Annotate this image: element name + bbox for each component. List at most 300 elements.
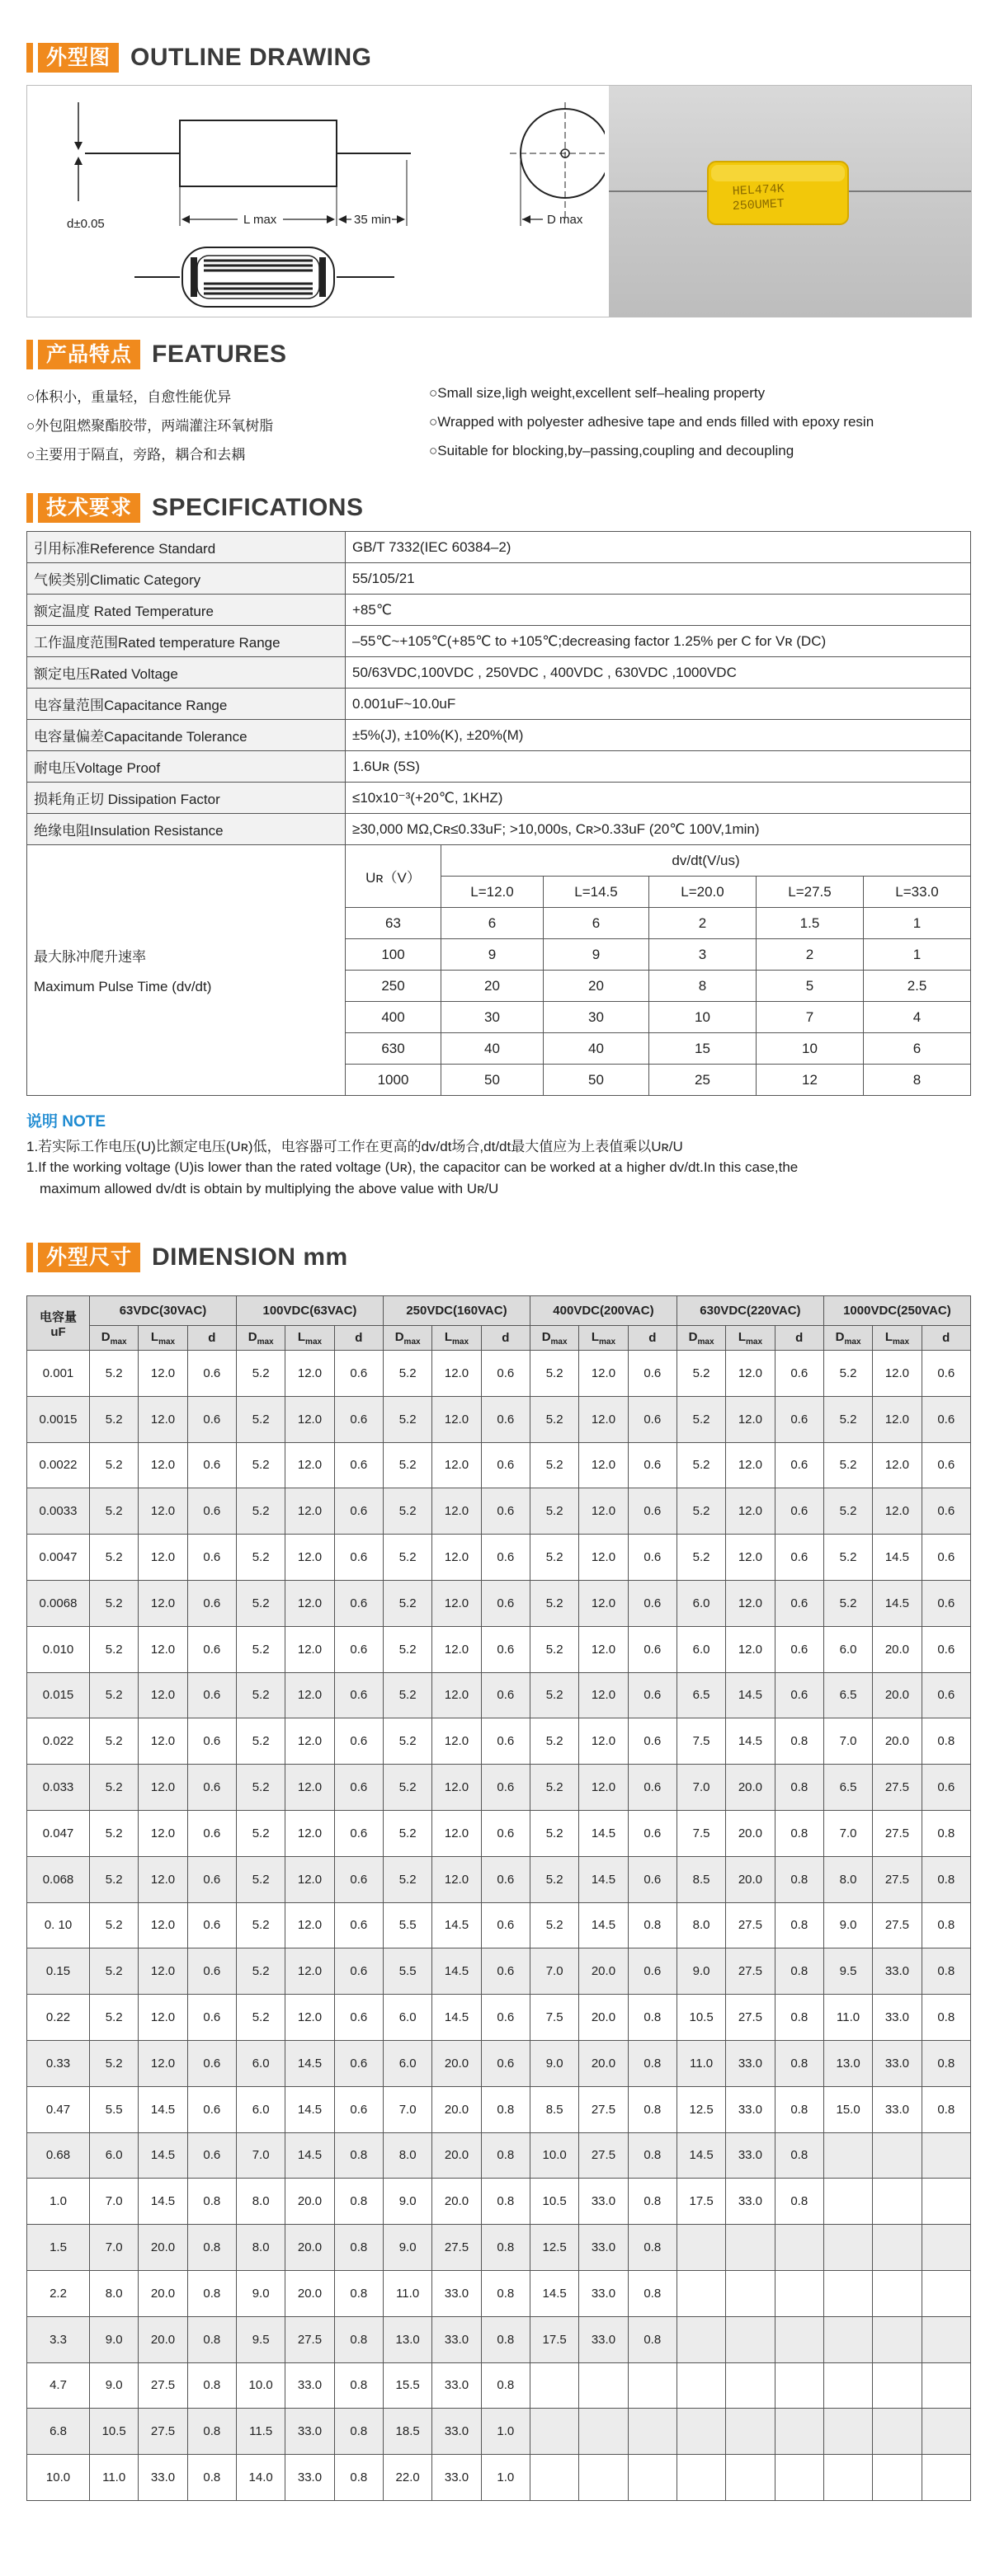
dimension-value-cell: 5.2: [90, 1765, 139, 1811]
voltage-group-header: 630VDC(220VAC): [676, 1296, 823, 1326]
dimension-value-cell: [823, 2316, 872, 2362]
dimension-row: [27, 2225, 971, 2271]
dimension-value-cell: 14.5: [139, 2086, 187, 2132]
lead-d-subheader: d: [922, 1326, 970, 1351]
length-header: L=27.5: [757, 877, 864, 908]
length-header: L=33.0: [864, 877, 971, 908]
dimension-value-cell: 0.6: [334, 1535, 383, 1581]
dimension-value-cell: [628, 2455, 676, 2501]
capacitance-cell: 2.2: [27, 2270, 90, 2316]
dimension-value-cell: 12.5: [676, 2086, 725, 2132]
dimension-value-cell: 0.6: [187, 1535, 236, 1581]
ur-value: 1000: [346, 1065, 441, 1096]
dimension-value-cell: 5.5: [383, 1902, 431, 1948]
dimension-value-cell: 11.0: [90, 2455, 139, 2501]
dimension-value-cell: 0.6: [187, 1765, 236, 1811]
dimension-value-cell: 0.6: [187, 2040, 236, 2086]
dimension-value-cell: [823, 2132, 872, 2179]
dimension-value-cell: 0.8: [334, 2455, 383, 2501]
pulse-label-cell: [27, 845, 346, 1096]
dimension-value-cell: 12.0: [432, 1765, 481, 1811]
photo-label-line2: 250UMET: [732, 196, 785, 214]
dimension-value-cell: 12.0: [726, 1626, 775, 1672]
dimension-title-cn: 外型尺寸: [38, 1243, 140, 1272]
dimension-value-cell: 0.8: [922, 1948, 970, 1995]
dmax-subheader: $D_{max}$: [90, 1326, 139, 1351]
capacitance-cell: 0.22: [27, 1995, 90, 2041]
dimension-value-cell: 0.8: [628, 2086, 676, 2132]
dimension-value-cell: [676, 2225, 725, 2271]
dimension-value-cell: 0.6: [334, 1856, 383, 1902]
dimension-value-cell: 5.2: [90, 1718, 139, 1765]
dimension-value-cell: 0.6: [187, 1488, 236, 1535]
dimension-value-cell: 9.0: [236, 2270, 285, 2316]
dimension-row: [27, 2409, 971, 2455]
dimension-value-cell: [628, 2362, 676, 2409]
spec-label: 电容量偏差Capacitande Tolerance: [27, 720, 346, 751]
dimension-value-cell: 7.5: [530, 1995, 578, 2041]
dimension-value-cell: [873, 2225, 922, 2271]
dvdt-value: 20: [441, 971, 544, 1002]
feature-en-3: ○Suitable for blocking,by–passing,coupling and decoupling: [429, 443, 794, 458]
dimension-value-cell: 0.6: [334, 1626, 383, 1672]
dimension-value-cell: 0.8: [334, 2270, 383, 2316]
lead-d-subheader: d: [628, 1326, 676, 1351]
dimension-value-cell: 5.2: [383, 1718, 431, 1765]
dimension-value-cell: 20.0: [432, 2179, 481, 2225]
dimension-value-cell: 0.6: [775, 1396, 823, 1442]
dimension-value-cell: 0.8: [628, 2270, 676, 2316]
dimension-value-cell: 12.0: [139, 1765, 187, 1811]
dimension-value-cell: 12.0: [726, 1535, 775, 1581]
dimension-table-body: [27, 1351, 971, 2501]
dimension-value-cell: 0.6: [334, 1442, 383, 1488]
spec-value: ≤10x10⁻³(+20℃, 1KHZ): [346, 783, 971, 814]
dimension-row: [27, 1488, 971, 1535]
dmax-subheader: $D_{max}$: [676, 1326, 725, 1351]
dimension-value-cell: 13.0: [823, 2040, 872, 2086]
dimension-value-cell: 0.6: [481, 1718, 530, 1765]
dimension-value-cell: 33.0: [873, 2040, 922, 2086]
dimension-value-cell: 6.0: [383, 1995, 431, 2041]
spec-value: 55/105/21: [346, 563, 971, 595]
capacitance-cell: 6.8: [27, 2409, 90, 2455]
dimension-value-cell: [628, 2409, 676, 2455]
dimension-value-cell: 33.0: [579, 2225, 628, 2271]
dimension-value-cell: 12.0: [432, 1488, 481, 1535]
dimension-value-cell: 0.6: [775, 1488, 823, 1535]
dimension-value-cell: 5.2: [90, 1351, 139, 1397]
dimension-value-cell: [873, 2455, 922, 2501]
lead-length-label: 35 min: [354, 213, 392, 227]
dimension-value-cell: 5.2: [383, 1351, 431, 1397]
dimension-value-cell: 5.2: [823, 1396, 872, 1442]
dimension-value-cell: 0.6: [775, 1626, 823, 1672]
dimension-value-cell: 9.5: [823, 1948, 872, 1995]
feature-en-2: ○Wrapped with polyester adhesive tape and ends filled with epoxy resin: [429, 414, 874, 430]
dimension-value-cell: 27.5: [139, 2362, 187, 2409]
dimension-value-cell: 0.8: [628, 2225, 676, 2271]
dimension-value-cell: 12.0: [285, 1396, 334, 1442]
photo-label-line1: HEL474K: [732, 181, 785, 199]
capacitance-cell: 0.001: [27, 1351, 90, 1397]
dimension-value-cell: 27.5: [579, 2132, 628, 2179]
dimension-value-cell: 22.0: [383, 2455, 431, 2501]
dimension-value-cell: 33.0: [873, 2086, 922, 2132]
dimension-value-cell: 0.6: [628, 1765, 676, 1811]
dimension-row: [27, 2179, 971, 2225]
dimension-value-cell: 11.0: [823, 1995, 872, 2041]
dimension-value-cell: 0.6: [187, 1856, 236, 1902]
dimension-value-cell: 0.8: [628, 2132, 676, 2179]
dvdt-value: 10: [649, 1002, 757, 1033]
dimension-value-cell: 5.2: [236, 1442, 285, 1488]
specs-title-en: SPECIFICATIONS: [152, 494, 364, 521]
dimension-value-cell: 0.6: [481, 1488, 530, 1535]
dimension-value-cell: 8.5: [676, 1856, 725, 1902]
dimension-value-cell: 5.2: [676, 1442, 725, 1488]
dimension-table: [26, 1295, 971, 2501]
dimension-value-cell: 0.6: [922, 1442, 970, 1488]
length-header: L=12.0: [441, 877, 544, 908]
dimension-value-cell: 13.0: [383, 2316, 431, 2362]
dimension-value-cell: 8.0: [823, 1856, 872, 1902]
dimension-group-header-row: [27, 1296, 971, 1326]
dimension-value-cell: [726, 2409, 775, 2455]
dimension-value-cell: 12.0: [432, 1856, 481, 1902]
dimension-value-cell: 7.0: [676, 1765, 725, 1811]
dimension-value-cell: 9.0: [90, 2362, 139, 2409]
dimension-value-cell: 0.8: [922, 1810, 970, 1856]
dimension-value-cell: 12.0: [285, 1535, 334, 1581]
dimension-value-cell: 27.5: [726, 1948, 775, 1995]
dimension-value-cell: 12.0: [873, 1488, 922, 1535]
pulse-label-en: Maximum Pulse Time (dv/dt): [34, 979, 212, 994]
dimension-value-cell: 33.0: [873, 1948, 922, 1995]
dimension-value-cell: 0.6: [775, 1672, 823, 1718]
dimension-value-cell: 0.8: [334, 2132, 383, 2179]
dimension-value-cell: 14.5: [579, 1856, 628, 1902]
dimension-value-cell: 0.8: [628, 2040, 676, 2086]
dvdt-value: 2: [757, 939, 864, 971]
capacitance-cell: 0.068: [27, 1856, 90, 1902]
spec-row: [27, 689, 971, 720]
dimension-value-cell: 5.2: [383, 1626, 431, 1672]
dimension-value-cell: 0.6: [187, 2086, 236, 2132]
dimension-value-cell: 12.0: [139, 1810, 187, 1856]
outline-drawing-svg: [27, 86, 605, 318]
voltage-group-header: 1000VDC(250VAC): [823, 1296, 970, 1326]
dimension-value-cell: [873, 2270, 922, 2316]
dimension-value-cell: 12.0: [139, 1856, 187, 1902]
dimension-value-cell: [922, 2409, 970, 2455]
dvdt-value: 4: [864, 1002, 971, 1033]
dimension-section-header: [26, 1239, 348, 1276]
dimension-value-cell: 0.8: [187, 2409, 236, 2455]
dimension-value-cell: 5.2: [383, 1672, 431, 1718]
dimension-value-cell: 0.6: [628, 1948, 676, 1995]
dimension-value-cell: 5.2: [383, 1535, 431, 1581]
dimension-value-cell: 5.2: [383, 1442, 431, 1488]
capacitance-cell: 10.0: [27, 2455, 90, 2501]
spec-label: 损耗角正切 Dissipation Factor: [27, 783, 346, 814]
dvdt-value: 1: [864, 939, 971, 971]
dimension-row: [27, 1765, 971, 1811]
dvdt-value: 7: [757, 1002, 864, 1033]
dimension-value-cell: 0.6: [922, 1396, 970, 1442]
dimension-value-cell: 5.2: [236, 1810, 285, 1856]
spec-row: [27, 720, 971, 751]
dvdt-value: 40: [544, 1033, 649, 1065]
dimension-value-cell: 12.0: [432, 1718, 481, 1765]
dimension-row: [27, 1672, 971, 1718]
features-title-cn: 产品特点: [38, 340, 140, 369]
dimension-value-cell: 0.6: [187, 1948, 236, 1995]
dimension-value-cell: 0.8: [187, 2362, 236, 2409]
dimension-value-cell: [775, 2225, 823, 2271]
dimension-value-cell: 5.2: [90, 1856, 139, 1902]
capacitance-cell: 0.033: [27, 1765, 90, 1811]
dimension-value-cell: 0.6: [628, 1396, 676, 1442]
dimension-value-cell: 7.0: [90, 2225, 139, 2271]
dimension-value-cell: 0.8: [775, 1995, 823, 2041]
dimension-value-cell: 7.0: [823, 1810, 872, 1856]
dimension-value-cell: 6.5: [823, 1672, 872, 1718]
ur-value: 63: [346, 908, 441, 939]
dimension-value-cell: [775, 2270, 823, 2316]
capacitance-cell: 0.0015: [27, 1396, 90, 1442]
dimension-value-cell: 9.0: [383, 2179, 431, 2225]
dimension-value-cell: 12.0: [285, 1580, 334, 1626]
dimension-value-cell: 0.6: [187, 1396, 236, 1442]
dimension-value-cell: [726, 2225, 775, 2271]
lead-d-subheader: d: [187, 1326, 236, 1351]
dimension-value-cell: [775, 2316, 823, 2362]
dimension-value-cell: 12.0: [139, 1351, 187, 1397]
dimension-value-cell: 5.2: [383, 1488, 431, 1535]
feature-en-1: ○Small size,ligh weight,excellent self–healing property: [429, 385, 766, 401]
dimension-value-cell: 12.0: [579, 1626, 628, 1672]
dvdt-value: 6: [544, 908, 649, 939]
spec-value: +85℃: [346, 595, 971, 626]
lmax-subheader: $L_{max}$: [579, 1326, 628, 1351]
dimension-value-cell: 6.0: [676, 1626, 725, 1672]
dvdt-value: 10: [757, 1033, 864, 1065]
note-title: 说明 NOTE: [26, 1113, 106, 1131]
dimension-value-cell: 20.0: [579, 2040, 628, 2086]
ur-value: 100: [346, 939, 441, 971]
dimension-row: [27, 2362, 971, 2409]
dimension-value-cell: 5.2: [90, 1810, 139, 1856]
dimension-row: [27, 2316, 971, 2362]
dimension-value-cell: 0.8: [334, 2316, 383, 2362]
dimension-value-cell: 33.0: [432, 2316, 481, 2362]
spec-row: [27, 814, 971, 845]
outline-title-en: OUTLINE DRAWING: [130, 44, 372, 71]
dimension-value-cell: 14.5: [139, 2179, 187, 2225]
dimension-value-cell: 0.6: [481, 1396, 530, 1442]
dimension-value-cell: 6.0: [236, 2086, 285, 2132]
spec-label: 引用标准Reference Standard: [27, 532, 346, 563]
dimension-value-cell: 20.0: [139, 2316, 187, 2362]
dimension-value-cell: 5.2: [236, 1995, 285, 2041]
dimension-value-cell: 20.0: [285, 2270, 334, 2316]
ur-value: 250: [346, 971, 441, 1002]
dimension-value-cell: 14.5: [432, 1948, 481, 1995]
features-title-en: FEATURES: [152, 341, 287, 368]
dimension-value-cell: 14.5: [432, 1902, 481, 1948]
dvdt-value: 6: [864, 1033, 971, 1065]
dimension-value-cell: 5.5: [383, 1948, 431, 1995]
dimension-value-cell: 5.2: [90, 1902, 139, 1948]
dimension-value-cell: 5.2: [823, 1580, 872, 1626]
dimension-value-cell: 0.8: [775, 1856, 823, 1902]
dimension-value-cell: 20.0: [726, 1765, 775, 1811]
dimension-value-cell: 12.0: [873, 1442, 922, 1488]
capacitance-cell: 3.3: [27, 2316, 90, 2362]
voltage-group-header: 100VDC(63VAC): [236, 1296, 383, 1326]
dimension-value-cell: 5.2: [236, 1396, 285, 1442]
lmax-subheader: $L_{max}$: [726, 1326, 775, 1351]
dimension-value-cell: 5.2: [90, 1442, 139, 1488]
dimension-value-cell: 12.0: [139, 1718, 187, 1765]
dimension-value-cell: 8.0: [90, 2270, 139, 2316]
dimension-value-cell: 33.0: [726, 2086, 775, 2132]
dimension-value-cell: 0.8: [922, 1902, 970, 1948]
dimension-value-cell: 9.0: [530, 2040, 578, 2086]
spec-label: 额定温度 Rated Temperature: [27, 595, 346, 626]
spec-label: 耐电压Voltage Proof: [27, 751, 346, 783]
dimension-value-cell: 5.2: [236, 1718, 285, 1765]
dimension-value-cell: 6.5: [676, 1672, 725, 1718]
dimension-value-cell: 12.0: [726, 1580, 775, 1626]
dimension-value-cell: 12.0: [285, 1488, 334, 1535]
dimension-value-cell: 8.0: [236, 2225, 285, 2271]
dimension-row: [27, 1718, 971, 1765]
note-line-en-2: maximum allowed dv/dt is obtain by multiplying the above value with Uʀ/U: [40, 1181, 499, 1196]
dimension-value-cell: [823, 2179, 872, 2225]
dvdt-value: 50: [441, 1065, 544, 1096]
dimension-value-cell: 20.0: [285, 2179, 334, 2225]
dimension-row: [27, 1396, 971, 1442]
lead-d-subheader: d: [334, 1326, 383, 1351]
dimension-value-cell: 5.2: [530, 1902, 578, 1948]
dimension-value-cell: 33.0: [432, 2409, 481, 2455]
dimension-value-cell: 0.6: [187, 1626, 236, 1672]
dimension-value-cell: 5.2: [383, 1396, 431, 1442]
capacitance-cell: 0.047: [27, 1810, 90, 1856]
dimension-value-cell: 12.0: [139, 1626, 187, 1672]
dimension-value-cell: 15.5: [383, 2362, 431, 2409]
dimension-row: [27, 1580, 971, 1626]
dimension-value-cell: 9.0: [823, 1902, 872, 1948]
dimension-value-cell: 12.0: [139, 1948, 187, 1995]
header-accent-bar: [26, 340, 33, 369]
dimension-value-cell: 0.6: [922, 1535, 970, 1581]
dvdt-value: 2.5: [864, 971, 971, 1002]
dimension-value-cell: 0.6: [187, 1810, 236, 1856]
dimension-value-cell: 17.5: [530, 2316, 578, 2362]
dimension-value-cell: 0.6: [334, 1718, 383, 1765]
dimension-value-cell: 20.0: [432, 2132, 481, 2179]
dimension-value-cell: 5.2: [90, 1995, 139, 2041]
dimension-value-cell: 5.2: [676, 1351, 725, 1397]
dimension-value-cell: 5.2: [90, 1396, 139, 1442]
dimension-value-cell: 12.0: [726, 1488, 775, 1535]
dimension-value-cell: 12.0: [579, 1718, 628, 1765]
dimension-value-cell: 0.8: [775, 1810, 823, 1856]
dimension-value-cell: 10.5: [90, 2409, 139, 2455]
dimension-value-cell: 5.2: [530, 1351, 578, 1397]
dimension-value-cell: 0.8: [775, 2040, 823, 2086]
dimension-value-cell: 0.6: [481, 1765, 530, 1811]
dimension-value-cell: 5.2: [530, 1672, 578, 1718]
dimension-value-cell: 12.0: [285, 1442, 334, 1488]
dimension-value-cell: 14.5: [285, 2040, 334, 2086]
dimension-value-cell: [823, 2409, 872, 2455]
dimension-value-cell: [676, 2409, 725, 2455]
capacitor-body-outline: [180, 120, 337, 186]
dimension-value-cell: 0.6: [481, 1672, 530, 1718]
dvdt-value: 1.5: [757, 908, 864, 939]
dimension-value-cell: 0.8: [481, 2132, 530, 2179]
lmax-subheader: $L_{max}$: [432, 1326, 481, 1351]
dimension-value-cell: 5.2: [383, 1856, 431, 1902]
spec-value: 0.001uF~10.0uF: [346, 689, 971, 720]
dimension-value-cell: 0.8: [922, 1856, 970, 1902]
dimension-value-cell: 5.2: [236, 1902, 285, 1948]
length-header: L=14.5: [544, 877, 649, 908]
dimension-value-cell: 27.5: [873, 1856, 922, 1902]
dimension-value-cell: 5.2: [90, 1672, 139, 1718]
dimension-value-cell: 0.8: [775, 1718, 823, 1765]
outline-section-header: [26, 40, 372, 76]
dimension-value-cell: 0.6: [187, 1442, 236, 1488]
feature-cn-3: ○主要用于隔直，旁路，耦合和去耦: [26, 447, 246, 463]
dimension-value-cell: 12.0: [579, 1672, 628, 1718]
dimension-value-cell: 0.8: [334, 2409, 383, 2455]
dvdt-value: 15: [649, 1033, 757, 1065]
dvdt-value: 2: [649, 908, 757, 939]
dimension-value-cell: 5.2: [823, 1351, 872, 1397]
dimension-value-cell: 20.0: [873, 1718, 922, 1765]
dimension-value-cell: 14.5: [873, 1580, 922, 1626]
dvdt-header: dv/dt(V/us): [441, 845, 971, 877]
spec-value: ±5%(J), ±10%(K), ±20%(M): [346, 720, 971, 751]
dimension-value-cell: 0.6: [922, 1672, 970, 1718]
dimension-value-cell: 0.6: [922, 1765, 970, 1811]
dimension-value-cell: 0.6: [334, 1810, 383, 1856]
capacitance-cell: 4.7: [27, 2362, 90, 2409]
dimension-value-cell: 0.8: [628, 1995, 676, 2041]
spec-row: [27, 783, 971, 814]
dimension-value-cell: 5.2: [90, 1626, 139, 1672]
dimension-value-cell: 10.0: [530, 2132, 578, 2179]
dimension-value-cell: 12.0: [139, 1902, 187, 1948]
dvdt-value: 25: [649, 1065, 757, 1096]
dimension-value-cell: 14.0: [236, 2455, 285, 2501]
capacitance-header: 电容量 uF: [27, 1296, 90, 1351]
dimension-value-cell: 12.0: [139, 1396, 187, 1442]
dimension-value-cell: 12.0: [285, 1626, 334, 1672]
dimension-row: [27, 2132, 971, 2179]
dimension-value-cell: 8.5: [530, 2086, 578, 2132]
dimension-value-cell: 14.5: [285, 2086, 334, 2132]
capacitance-cell: 0.0047: [27, 1535, 90, 1581]
dimension-value-cell: [922, 2132, 970, 2179]
dimension-value-cell: 0.6: [628, 1580, 676, 1626]
outline-title-cn: 外型图: [38, 43, 119, 73]
